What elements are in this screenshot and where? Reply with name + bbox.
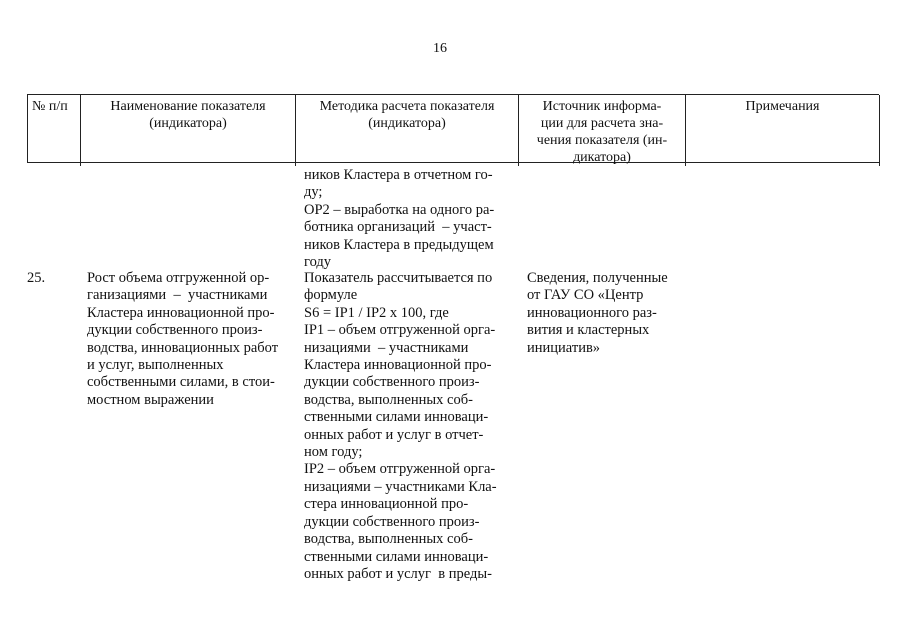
source-line: инновационного раз- xyxy=(527,304,657,321)
name-line: Кластера инновационной про- xyxy=(87,304,275,321)
method-line: низациями – участниками xyxy=(304,339,469,356)
method-line: ном году; xyxy=(304,444,363,461)
header-method-line: Методика расчета показателя xyxy=(319,99,495,114)
header-name xyxy=(81,95,296,166)
header-notes: Примечания xyxy=(686,95,880,166)
method-line: ников Кластера в предыдущем xyxy=(304,236,494,253)
header-name-line: (индикатора) xyxy=(149,116,227,131)
header-name-line: Наименование показателя xyxy=(110,99,266,114)
name-line: и услуг, выполненных xyxy=(87,357,224,374)
name-line: дукции собственного произ- xyxy=(87,322,263,339)
name-line: Рост объема отгруженной ор- xyxy=(87,270,270,286)
header-source-line: ции для расчета зна- xyxy=(540,116,664,131)
method-line: ников Кластера в отчетном го- xyxy=(304,167,493,183)
method-line: формуле xyxy=(304,287,358,304)
header-num: № п/п xyxy=(28,95,81,166)
header-method-line: (индикатора) xyxy=(368,116,446,131)
method-line: IP2 – объем отгруженной орга- xyxy=(304,461,496,478)
header-method xyxy=(296,95,519,166)
page-number: 16 xyxy=(433,41,447,56)
method-line: стера инновационной про- xyxy=(304,496,469,513)
header-source-line: чения показателя (ин- xyxy=(536,133,668,148)
method-line: низациями – участниками Кла- xyxy=(304,478,497,495)
name-line: ганизациями – участниками xyxy=(87,287,268,304)
source-line: Сведения, полученные xyxy=(527,270,668,286)
source-line: инициатив» xyxy=(527,339,601,356)
indicator-table xyxy=(27,94,879,163)
method-line: дукции собственного произ- xyxy=(304,374,480,391)
method-line: онных работ и услуг в преды- xyxy=(304,565,492,582)
source-line: вития и кластерных xyxy=(527,322,650,339)
header-source-line: дикатора) xyxy=(573,150,631,165)
header-source-line: Источник информа- xyxy=(542,99,662,114)
method-line: OP2 – выработка на одного ра- xyxy=(304,201,495,218)
source-cell xyxy=(527,270,689,357)
method-line: Кластера инновационной про- xyxy=(304,357,492,374)
method-formula: S6 = IP1 / IP2 x 100, где xyxy=(304,304,449,321)
name-line: водства, инновационных работ xyxy=(87,339,279,356)
method-cell xyxy=(304,270,519,583)
method-line: дукции собственного произ- xyxy=(304,513,480,530)
name-line: собственными силами, в стои- xyxy=(87,374,275,391)
name-line: мостном выражении xyxy=(87,391,214,408)
method-line: ботника организаций – участ- xyxy=(304,219,492,236)
method-line: водства, выполненных соб- xyxy=(304,391,473,408)
method-line: водства, выполненных соб- xyxy=(304,531,473,548)
method-line: IP1 – объем отгруженной орга- xyxy=(304,322,496,339)
continuation-method-cell xyxy=(304,167,519,271)
indicator-name-cell xyxy=(87,270,299,409)
method-line: ственными силами инноваци- xyxy=(304,409,489,426)
method-line: Показатель рассчитывается по xyxy=(304,270,493,286)
method-line: ду; xyxy=(304,184,323,201)
row-number: 25. xyxy=(27,270,46,286)
table-header-row xyxy=(27,94,879,163)
header-source xyxy=(519,95,686,166)
source-line: от ГАУ СО «Центр xyxy=(527,287,644,304)
method-line: онных работ и услуг в отчет- xyxy=(304,426,484,443)
method-line: ственными силами инноваци- xyxy=(304,548,489,565)
method-line: году xyxy=(304,254,332,271)
